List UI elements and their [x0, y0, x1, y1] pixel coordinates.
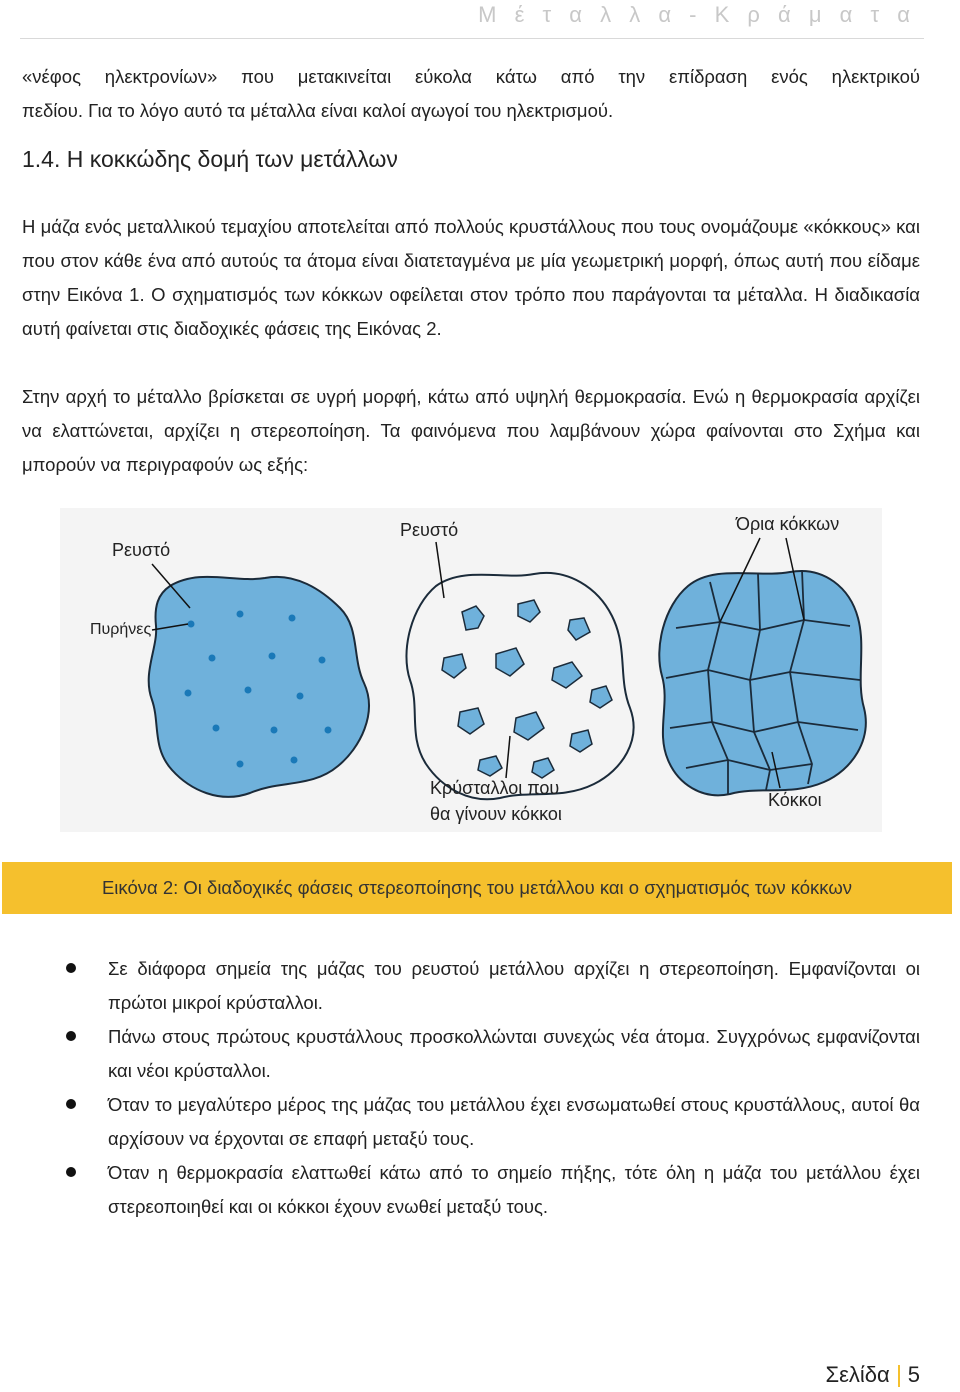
solidification-diagram — [60, 508, 882, 832]
bullet-text: Πάνω στους πρώτους κρυστάλλους προσκολλώνται συνεχώς νέα άτομα. Συγχρόνως εμφανίζονται και νέοι κρύσταλλοι. — [108, 1026, 920, 1081]
section-heading: 1.4. Η κοκκώδης δομή των μετάλλων — [22, 146, 398, 172]
nucleus-dot — [325, 727, 332, 734]
label-fluid-1: Ρευστό — [112, 540, 171, 560]
footer-separator — [898, 1365, 900, 1387]
running-header: Μ έ τ α λ λ α - Κ ρ ά μ α τ α — [478, 2, 916, 27]
nucleus-dot — [269, 653, 276, 660]
nucleus-dot — [237, 611, 244, 618]
nucleus-dot — [237, 761, 244, 768]
bullet-item — [0, 1020, 920, 1088]
label-crystals-line-1: Κρύσταλλοι που — [430, 778, 560, 798]
bullet-text: Όταν το μεγαλύτερο μέρος της μάζας του μετάλλου έχει ενσωματωθεί στους κρυστάλλους, αυτοί θα αρχίσουν να έρχονται σε επαφή μεταξύ τους. — [108, 1094, 920, 1149]
nucleus-dot — [188, 621, 195, 628]
bullet-item — [0, 952, 920, 1020]
page-label: Σελίδα — [825, 1362, 890, 1387]
figure-caption: Εικόνα 2: Οι διαδοχικές φάσεις στερεοποίησης του μετάλλου και ο σχηματισμός των κόκκων — [2, 862, 952, 914]
label-nuclei: Πυρήνες — [90, 621, 152, 638]
nucleus-dot — [213, 725, 220, 732]
bullet-icon — [66, 1167, 76, 1177]
nucleus-dot — [209, 655, 216, 662]
intro-line-1: «νέφος ηλεκτρονίων» που μετακινείται εύκολα κάτω από την επίδραση ενός ηλεκτρικού — [22, 66, 920, 87]
label-grains: Κόκκοι — [768, 790, 822, 810]
page-number: 5 — [907, 1362, 920, 1387]
paragraph-1: Η μάζα ενός μεταλλικού τεμαχίου αποτελείται από πολλούς κρυστάλλους που τους ονομάζουμε «κόκκους» και που στον κάθε ένα από αυτούς τα άτομα είναι διατεταγμένα με μία γεωμετρική μορφή, όπως αυτή που είδαμε στην Εικόνα 1. Ο σχηματισμός των κόκκων οφείλεται στον τρόπο που παράγονται τα μέταλλα. Η διαδικασία αυτή φαίνεται στις διαδοχικές φάσεις της Εικόνας 2. — [22, 216, 920, 339]
bullet-item — [0, 1156, 920, 1224]
label-crystals-line-2: θα γίνουν κόκκοι — [430, 804, 562, 824]
solidification-figure — [60, 508, 882, 832]
page-footer — [825, 1362, 920, 1388]
nucleus-dot — [289, 615, 296, 622]
nucleus-dot — [297, 693, 304, 700]
bullet-icon — [66, 1031, 76, 1041]
solid-mass — [659, 571, 865, 795]
bullet-icon — [66, 1099, 76, 1109]
bullet-text: Όταν η θερμοκρασία ελαττωθεί κάτω από το σημείο πήξης, τότε όλη η μάζα του μετάλλου έχει στερεοποιηθεί και οι κόκκοι έχουν ενωθεί μεταξύ τους. — [108, 1162, 920, 1217]
bullet-icon — [66, 963, 76, 973]
paragraph-2: Στην αρχή το μέταλλο βρίσκεται σε υγρή μορφή, κάτω από υψηλή θερμοκρασία. Ενώ η θερμοκρασία αρχίζει να ελαττώνεται, αρχίζει η στερεοποίηση. Τα φαινόμενα που λαμβάνουν χώρα φαίνονται στο Σχήμα και μπορούν να περιγραφούν ως εξής: — [22, 386, 920, 475]
intro-line-2: πεδίου. Για το λόγο αυτό τα μέταλλα είναι καλοί αγωγοί του ηλεκτρισμού. — [22, 100, 614, 121]
bullet-list — [0, 952, 960, 1224]
bullet-text: Σε διάφορα σημεία της μάζας του ρευστού μετάλλου αρχίζει η στερεοποίηση. Εμφανίζονται οι πρώτοι μικροί κρύσταλλοι. — [108, 958, 920, 1013]
nucleus-dot — [291, 757, 298, 764]
label-fluid-2: Ρευστό — [400, 520, 459, 540]
nucleus-dot — [185, 690, 192, 697]
nucleus-dot — [271, 727, 278, 734]
label-grain-boundaries: Όρια κόκκων — [736, 514, 840, 534]
nucleus-dot — [319, 657, 326, 664]
nucleus-dot — [245, 687, 252, 694]
liquid-mass — [149, 577, 369, 797]
header-divider — [20, 38, 924, 39]
bullet-item — [0, 1088, 920, 1156]
